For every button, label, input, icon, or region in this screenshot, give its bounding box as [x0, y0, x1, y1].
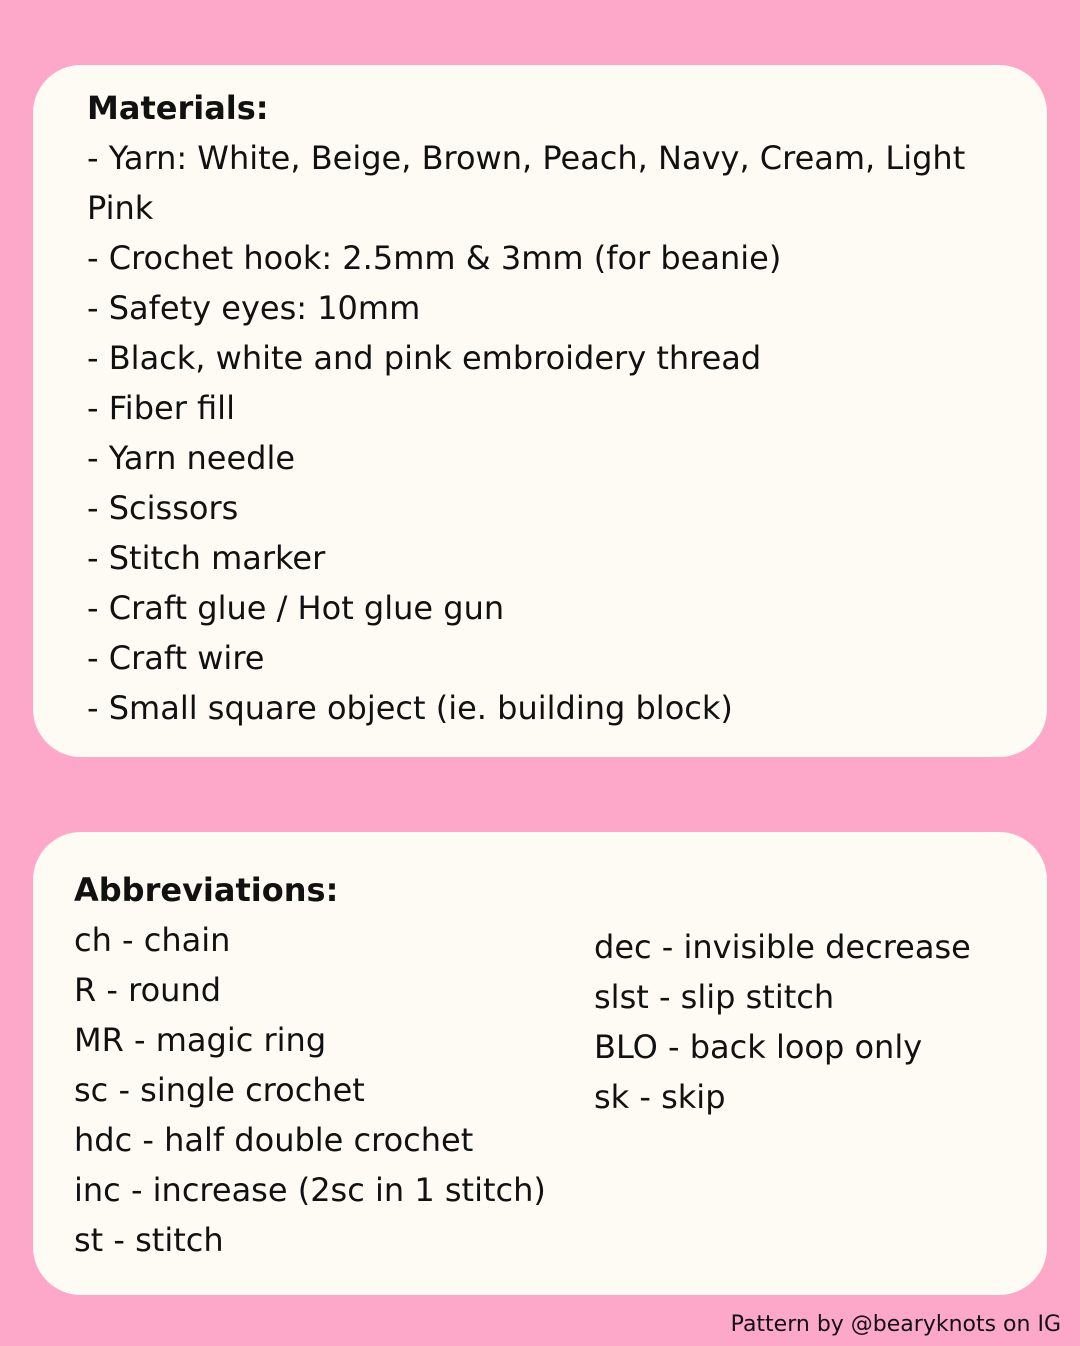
materials-item: - Black, white and pink embroidery thread [87, 339, 762, 377]
pattern-credit: Pattern by @bearyknots on IG [730, 1312, 1061, 1337]
abbreviations-right-column [594, 922, 971, 1122]
materials-item: - Craft wire [87, 639, 265, 677]
abbreviation-item: hdc - half double crochet [74, 1121, 474, 1159]
abbreviation-item: st - stitch [74, 1221, 224, 1259]
abbreviations-heading: Abbreviations: [74, 871, 339, 909]
abbreviation-item: R - round [74, 971, 222, 1009]
abbreviation-item: sc - single crochet [74, 1071, 365, 1109]
abbreviation-item: dec - invisible decrease [594, 928, 971, 966]
materials-item: - Safety eyes: 10mm [87, 289, 421, 327]
materials-item: - Crochet hook: 2.5mm & 3mm (for beanie) [87, 239, 782, 277]
abbreviations-card [33, 832, 1047, 1295]
materials-item: - Small square object (ie. building block) [87, 689, 733, 727]
materials-item: - Fiber fill [87, 389, 235, 427]
abbreviation-item: sk - skip [594, 1078, 726, 1116]
materials-item: - Scissors [87, 489, 239, 527]
materials-item: - Yarn needle [87, 439, 296, 477]
abbreviation-item: inc - increase (2sc in 1 stitch) [74, 1171, 546, 1209]
materials-item: - Craft glue / Hot glue gun [87, 589, 505, 627]
materials-item: - Yarn: White, Beige, Brown, Peach, Navy, Cream, Light Pink [87, 139, 966, 227]
abbreviation-item: ch - chain [74, 921, 231, 959]
abbreviation-item: BLO - back loop only [594, 1028, 923, 1066]
abbreviation-item: slst - slip stitch [594, 978, 835, 1016]
materials-item: - Stitch marker [87, 539, 326, 577]
materials-list [87, 133, 967, 733]
abbreviation-item: MR - magic ring [74, 1021, 327, 1059]
materials-card [33, 65, 1047, 757]
materials-heading: Materials: [87, 89, 269, 127]
abbreviations-left-column [74, 915, 546, 1265]
